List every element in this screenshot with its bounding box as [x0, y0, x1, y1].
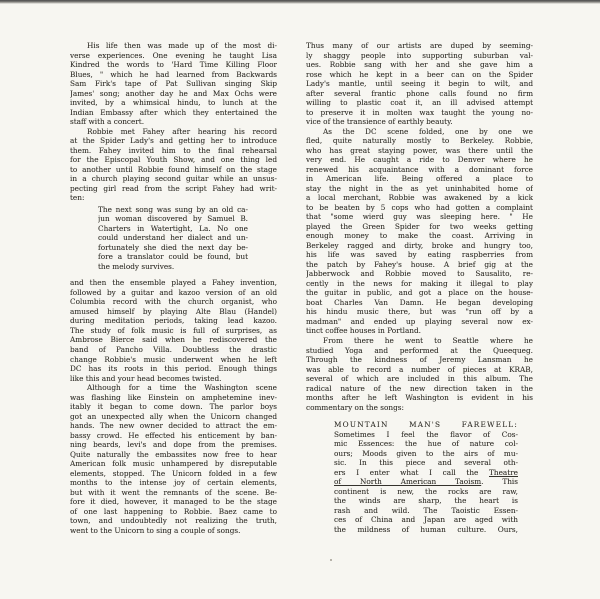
text-line: sic. In this piece and several oth-: [334, 458, 518, 468]
text-line: ces of China and Japan are aged with: [334, 515, 518, 525]
text-line: town, and undoubtedly not realizing the truth,: [70, 516, 277, 526]
text-line: Ambrose Bierce said when he rediscovered the: [70, 335, 277, 345]
text-line: Quite naturally the embassites now free to hear: [70, 449, 277, 459]
text-line: of one last happening to Robbie. Baez came to: [70, 506, 277, 516]
text-line: elements, stopped. The Unicorn folded in a few: [70, 468, 277, 478]
text-line: Kindred the words to 'Hard Time Killing Floor: [70, 60, 277, 70]
text-line: [334, 420, 518, 430]
text-line: verse experiences. One evening he taught Lisa: [70, 50, 277, 60]
text-line: played the Green Spider for two weeks getting: [306, 221, 533, 231]
underlined-text-segment: Theatre: [489, 467, 518, 477]
text-line: in a church playing second guitar while an unsus-: [70, 174, 277, 184]
text-line: ning beards, levi's and dope from the premises.: [70, 440, 277, 450]
text-line: Blues, " which he had learned from Backwards: [70, 69, 277, 79]
text-line: Sometimes I feel the flavor of Cos-: [334, 429, 518, 439]
blockquote-mountain-mans-farewell: [334, 420, 518, 534]
text-line: the patch by Fahey's house. A brief gig at the: [306, 259, 533, 269]
text-line: a local merchant, Robbie was awakened by a kick: [306, 193, 533, 203]
paragraph-dc-folded: [306, 127, 533, 336]
text-line: very end. He caught a ride to Denver where he: [306, 155, 533, 165]
text-line: cently in the news for making it illegal to play: [306, 278, 533, 288]
text-line: but with it went the remnants of the scene. Be-: [70, 487, 277, 497]
text-segment: MOUNTAIN MAN'S FAREWELL:: [334, 420, 518, 430]
text-line: band of Pancho Villa. Doubtless the drastic: [70, 344, 277, 354]
text-line: and then the ensemble played a Fahey invention,: [70, 278, 277, 288]
text-line: continent is new, the rocks are raw,: [334, 486, 518, 496]
text-line: the guitar in public, and got a place on the house-: [306, 288, 533, 298]
text-line: could understand her dialect and un-: [98, 233, 248, 243]
text-line: ours; Moods given to the airs of mu-: [334, 448, 518, 458]
text-line: Lady's mantle, until seeing it begin to wilt, and: [306, 79, 533, 89]
text-line: The study of folk music is full of surprises, as: [70, 325, 277, 335]
text-line: like this and your head becomes twisted.: [70, 373, 222, 383]
right-text-column: [306, 41, 533, 534]
paragraph-ensemble: [70, 278, 277, 383]
text-line: boat Charles Van Damn. He began developing: [306, 297, 533, 307]
text-line: The next song was sung by an old ca-: [98, 204, 248, 214]
text-line: jun woman discovered by Samuel B.: [98, 214, 248, 224]
text-line: was able to record a number of pieces at KRAB,: [306, 364, 533, 374]
underlined-text-segment: of North American Taoism: [334, 477, 482, 487]
text-line: Through the kindness of Jeremy Lansman he: [306, 355, 533, 365]
text-line: staff with a concert.: [70, 117, 145, 127]
text-line: the winds are sharp, the heart is: [334, 496, 518, 506]
text-line: [334, 468, 518, 478]
text-line: got an unexpected ally when the Unicorn changed: [70, 411, 277, 421]
text-line: As the DC scene folded, one by one we: [323, 126, 533, 136]
text-line: to preserve it in molten wax taught the young no-: [306, 107, 533, 117]
paragraph-washington: [70, 383, 277, 535]
text-line: Berkeley ragged and dirty, broke and hungry too,: [306, 240, 533, 250]
text-line: commentary on the songs:: [306, 402, 404, 412]
scan-speck: [330, 559, 332, 561]
paragraph-artists-duped: [306, 41, 533, 127]
text-line: pecting girl read from the script Fahey had writ-: [70, 183, 277, 193]
text-line: ues. Robbie sang with her and she gave him a: [306, 60, 533, 70]
text-line: itably it began to come down. The parlor boys: [70, 402, 277, 412]
text-line: to another until Robbie found himself on the stage: [70, 164, 277, 174]
text-line: at the Spider Lady's and getting her to introduce: [70, 136, 277, 146]
text-line: Charters in Watertight, La. No one: [98, 223, 248, 233]
text-line: mic Essences: the hue of nature col-: [334, 439, 518, 449]
text-line: that "some wierd guy was sleeping here. " He: [306, 212, 533, 222]
text-line: change Robbie's music underwent when he left: [70, 354, 277, 364]
text-line: during meditation periods, taking lead kazoo.: [70, 316, 277, 326]
text-line: Indian Embassy after which they entertained the: [70, 107, 277, 117]
text-line: rash and wild. The Taoistic Essen-: [334, 505, 518, 515]
paragraph-seattle: [306, 336, 533, 412]
text-line: amused himself by playing Alte Blau (Handel): [70, 306, 277, 316]
text-line: willing to plastic coat it, an ill advised attempt: [306, 98, 533, 108]
text-line: stay the night in the as yet uninhabited home of: [306, 183, 533, 193]
left-text-column: [70, 41, 277, 535]
text-line: madman" and ended up playing several now ex-: [306, 316, 533, 326]
text-line: fortunately she died the next day be-: [98, 242, 248, 252]
text-line: renewed his acquaintance with a dominant force: [306, 164, 533, 174]
text-line: rose which he kept in a beer can on the Spider: [306, 69, 533, 79]
paragraph-his-life: [70, 41, 277, 127]
text-line: fore it died, however, it managed to be the stage: [70, 497, 277, 507]
text-line: to be beaten by 5 cops who had gotten a complaint: [306, 202, 533, 212]
text-line: [334, 477, 518, 487]
paragraph-robbie-fahey: [70, 127, 277, 203]
text-line: DC has its roots in this period. Enough things: [70, 364, 277, 374]
text-line: ten:: [70, 193, 85, 203]
text-line: Robbie met Fahey after hearing his record: [87, 126, 277, 136]
text-line: the melody survives.: [98, 261, 175, 271]
text-line: his life was saved by eating raspberries from: [306, 250, 533, 260]
text-line: American folk music unhampered by disreputable: [70, 459, 277, 469]
scan-edge-artifact: [0, 0, 600, 4]
text-line: was flashing like Einstein on amphetemine inev-: [70, 392, 277, 402]
text-line: fled, quite naturally mostly to Berkeley. Robbie,: [306, 136, 533, 146]
text-line: enough money to make the coast. Arriving in: [306, 231, 533, 241]
text-line: for the Episcopal Youth Show, and one thing led: [70, 155, 277, 165]
text-line: Although for a time the Washington scene: [87, 383, 277, 393]
text-line: months after he left Washington is evident in his: [306, 393, 533, 403]
text-line: invited, by a whimsical hindu, to lunch at the: [70, 98, 277, 108]
text-line: Columbia record with the church organist, who: [70, 297, 277, 307]
text-line: ly shaggy people into supporting suburban val-: [306, 50, 533, 60]
text-line: Jabberwock and Robbie moved to Sausalito, re-: [306, 269, 533, 279]
blockquote-next-song: [98, 205, 248, 272]
text-line: His life then was made up of the most di-: [87, 41, 277, 50]
text-line: Thus many of our artists are duped by seeming-: [306, 41, 533, 50]
text-line: tinct coffee houses in Portland.: [306, 326, 421, 336]
text-line: [334, 525, 518, 535]
text-line: hands. The new owner decided to attract the em-: [70, 421, 277, 431]
text-line: vice of the transience of earthly beauty.: [306, 117, 453, 127]
text-line: in American life. Being offered a place to: [306, 174, 533, 184]
text-line: bassy crowd. He effected his enticement by ban-: [70, 430, 277, 440]
text-line: fore a translator could be found, but: [98, 252, 248, 262]
text-line: went to the Unicorn to sing a couple of songs.: [70, 525, 241, 535]
text-line: Sam Firk's tape of Pat Sullivan singing Skip: [70, 79, 277, 89]
text-line: studied Yoga and performed at the Queequeg.: [306, 345, 533, 355]
text-line: several of which are included in this album. The: [306, 374, 533, 384]
text-line: who has great staying power, was there until the: [306, 145, 533, 155]
text-line: radical nature of the new direction taken in the: [306, 383, 533, 393]
text-line: his hindu music there, but was "run off by a: [306, 307, 533, 317]
text-line: followed by a guitar and kazoo version of an old: [70, 287, 277, 297]
text-line: From there he went to Seattle where he: [323, 335, 533, 345]
text-line: James' song; another day he and Max Ochs were: [70, 88, 277, 98]
text-line: after several frantic phone calls found no firm: [306, 88, 533, 98]
text-line: them. Fahey invited him to the final rehearsal: [70, 145, 277, 155]
text-line: months to the intense joy of certain elements,: [70, 478, 277, 488]
text-segment: . This: [481, 477, 518, 487]
text-segment: the mildness of human culture. Ours,: [334, 524, 518, 534]
text-segment: ers I enter what I call the: [334, 467, 490, 477]
